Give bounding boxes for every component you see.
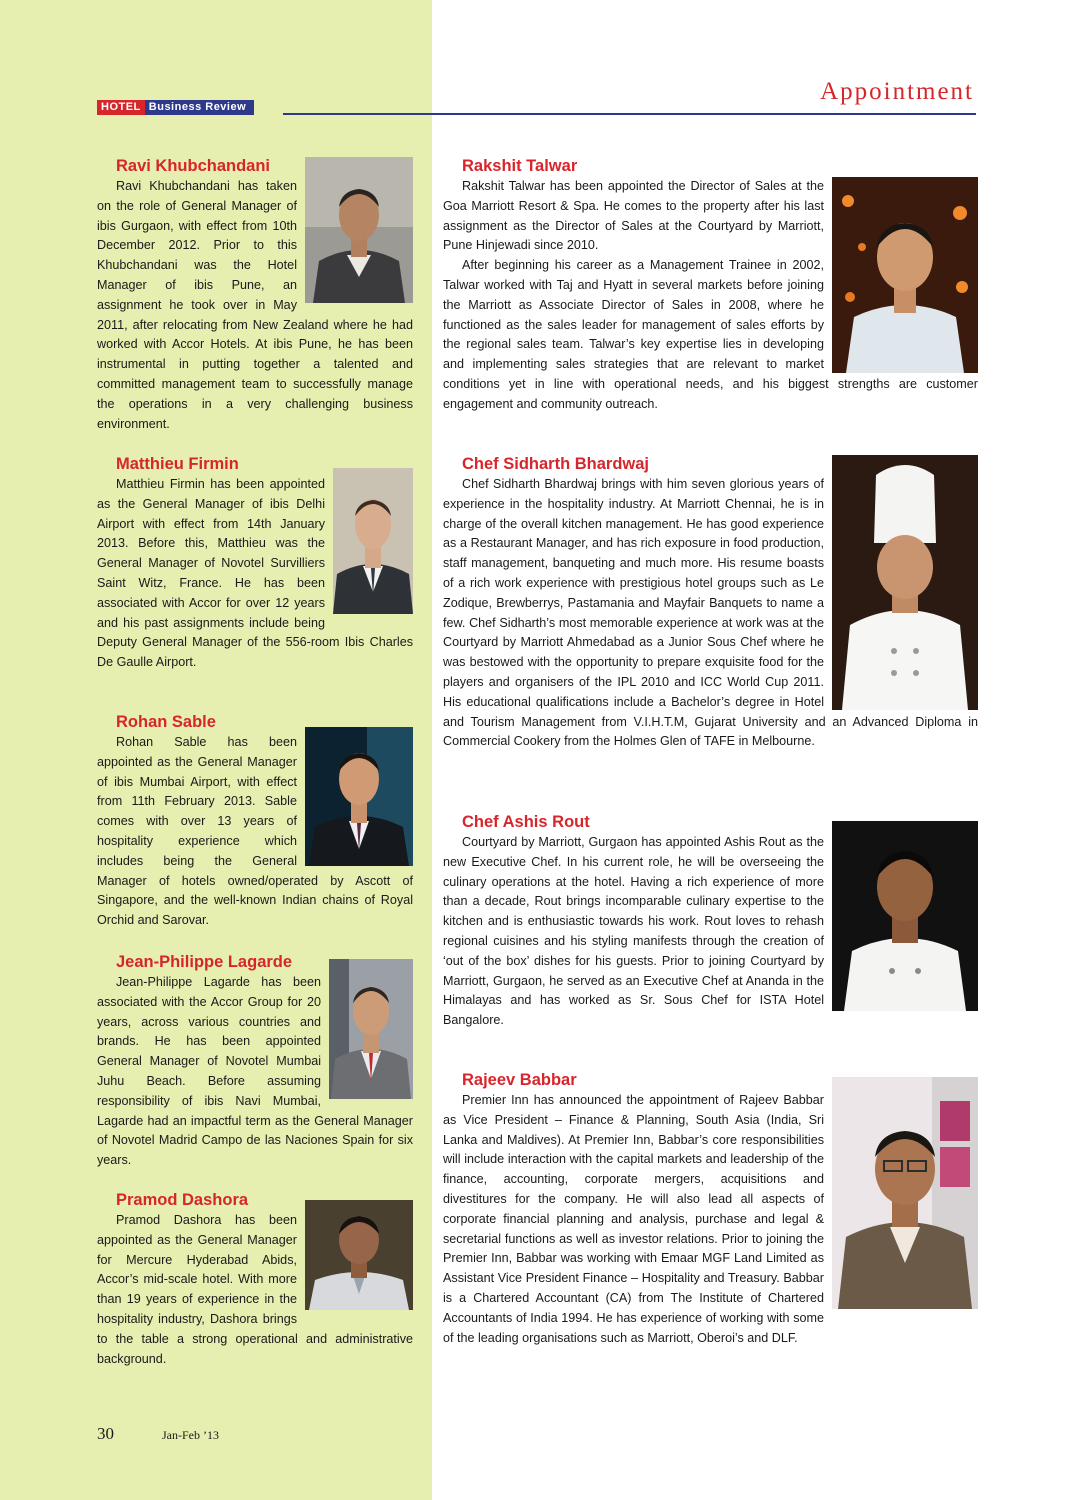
portrait-photo	[333, 468, 413, 614]
profile-name: Jean-Philippe Lagarde	[116, 953, 293, 971]
profile-ravi-khubchandani	[97, 156, 413, 434]
profile-rakshit-talwar	[443, 156, 978, 415]
profile-paragraph: Rakshit Talwar has been appointed the Director of Sales at the Goa Marriott Resort & Spa. He comes to the property after his last assignment as the Director of Sales at the Courtyard by Marriott, Pune Hinjewadi since 2010.	[443, 179, 824, 253]
portrait-photo	[329, 959, 413, 1099]
profile-ashis-rout	[443, 812, 978, 1031]
profile-paragraph: Rohan Sable has been appointed as the General Manager of ibis Mumbai Airport, with effect from 11th February 2013. Sable comes with over 13 years of hospitality experience which includes being the General Manager of hotels owned/operated by Ascott of Singapore, and the well-known Indian chains of Royal Orchid and Sarovar.	[97, 735, 413, 928]
portrait-photo	[832, 1077, 978, 1309]
brand-business-review: Business Review	[145, 100, 254, 115]
profile-paragraph: Matthieu Firmin has been appointed as the General Manager of ibis Delhi Airport with effect from 14th January 2013. Before this, Matthieu was the General Manager of Novotel Survilliers Saint Witz, France. He has been associated with Accor for over 12 years and his past assignments include being Deputy General Manager of the 556-room Ibis Charles De Gaulle Airport.	[97, 477, 413, 670]
profile-paragraph: Chef Sidharth Bhardwaj brings with him seven glorious years of experience in the hospitality industry. At Marriott Chennai, he is in charge of the overall kitchen management. He has good experience as a Restaurant Manager, and has rich exposure in food production, staff management, banqueting and much more. His resume boasts of a rich work experience with prestigious hotel groups such as Le Zodique, Brewberrys, Pastamania and Mayfair Banquets to name a few. Chef Sidharth’s most memorable experience at work was at the Courtyard by Marriott Ahmedabad as a Junior Sous Chef where he was bestowed with the opportunity to prepare exquisite food for the players and organisers of the IPL 2010 and ICC World Cup 2011. His educational qualifications include a Bachelor’s degree in Hotel and Tourism Management from V.I.H.T.M, Gujarat University and an Advanced Diploma in Commercial Cookery from the Holmes Glen of TAFE in Melbourne.	[443, 477, 978, 749]
profile-jean-philippe-lagarde	[97, 952, 413, 1171]
profile-sidharth-bhardwaj	[443, 454, 978, 752]
profile-name: Ravi Khubchandani	[116, 157, 271, 175]
page-number: 30	[97, 1424, 114, 1443]
profile-paragraph: Premier Inn has announced the appointment of Rajeev Babbar as Vice President – Finance & Planning, South Asia (India, Sri Lanka and Maldives). At Premier Inn, Babbar’s core responsibilities will include interaction with the capital markets and leadership of the finance, accounting, corporate mergers, acquisitions and divestitures for the company. He will also lead all aspects of corporate financial planning and analysis, purchase and legal & secretarial functions as well as investor relations. Prior to joining the Premier Inn, Babbar was working with Emaar MGF Land Limited as Assistant Vice President Finance – Hospitality and Treasury. Babbar is a Chartered Accountant (CA) from The Institute of Chartered Accountants of India 1994. He has experience of working with some of the leading organisations such as Marriott, Oberoi’s and DLF.	[443, 1093, 824, 1345]
portrait-photo	[305, 727, 413, 866]
portrait-photo	[832, 177, 978, 373]
masthead	[97, 100, 254, 115]
issue-date: Jan-Feb ’13	[162, 1428, 219, 1442]
portrait-photo	[832, 455, 978, 710]
brand-hotel: HOTEL	[97, 100, 145, 115]
profile-name: Rakshit Talwar	[462, 157, 578, 175]
section-title: Appointment	[820, 78, 974, 105]
profile-matthieu-firmin	[97, 454, 413, 673]
profile-rohan-sable	[97, 712, 413, 931]
header-rule-right	[432, 113, 976, 115]
portrait-photo	[305, 157, 413, 303]
profile-paragraph: Jean-Philippe Lagarde has been associated with the Accor Group for 20 years, across various countries and brands. He has been appointed General Manager of Novotel Mumbai Juhu Beach. Before assuming responsibility of ibis Navi Mumbai, Lagarde had an impactful term as the General Manager of Novotel Madrid Campo de las Naciones Spain for six years.	[97, 975, 413, 1168]
profile-name: Chef Sidharth Bhardwaj	[462, 455, 650, 473]
profile-paragraph: Ravi Khubchandani has taken on the role of General Manager of ibis Gurgaon, with effect from 10th December 2012. Prior to this Khubchandani was the Hotel Manager of ibis Pune, an assignment he took over in May 2011, after relocating from New Zealand where he had worked with Accor Hotels. At ibis Pune, he has been instrumental in putting together a talented and committed management team to successfully manage the operations in a very challenging business environment.	[97, 179, 413, 431]
profile-name: Matthieu Firmin	[116, 455, 239, 473]
profile-name: Chef Ashis Rout	[462, 813, 590, 831]
profile-pramod-dashora	[97, 1190, 413, 1369]
profile-name: Rajeev Babbar	[462, 1071, 577, 1089]
profile-name: Rohan Sable	[116, 713, 216, 731]
profile-paragraph: After beginning his career as a Management Trainee in 2002, Talwar worked with Taj and Hyatt in several markets before joining the Marriott as Associate Director of Sales in 2008, where he functioned as the sales leader for management of sales efforts by the regional sales team. Talwar’s key expertise lies in developing and implementing sales strategies that are relevant to market conditions yet in line with operational needs, and his biggest strengths are customer engagement and community outreach.	[443, 258, 978, 411]
portrait-photo	[832, 821, 978, 1011]
profile-name: Pramod Dashora	[116, 1191, 249, 1209]
profile-rajeev-babbar	[443, 1070, 978, 1348]
header-rule-left	[283, 113, 432, 115]
profile-paragraph: Pramod Dashora has been appointed as the General Manager for Mercure Hyderabad Abids, Accor’s mid-scale hotel. With more than 19 years of experience in the hospitality industry, Dashora brings to the table a strong operational and administrative background.	[97, 1213, 413, 1366]
portrait-photo	[305, 1200, 413, 1310]
profile-paragraph: Courtyard by Marriott, Gurgaon has appointed Ashis Rout as the new Executive Chef. In his current role, he will be overseeing the culinary operations at the hotel. Having a rich experience of more than a decade, Rout brings incomparable culinary expertise to the kitchen and is enthusiastic towards his work. Rout loves to rehash regional cuisines and his styling manifests through the creation of ‘out of the box’ dishes for his guests. Prior to joining Courtyard by Marriott, Gurgaon, he served as an Executive Chef at Ananda in the Himalayas and has worked as Sr. Sous Chef for ISTA Hotel Bangalore.	[443, 835, 824, 1028]
